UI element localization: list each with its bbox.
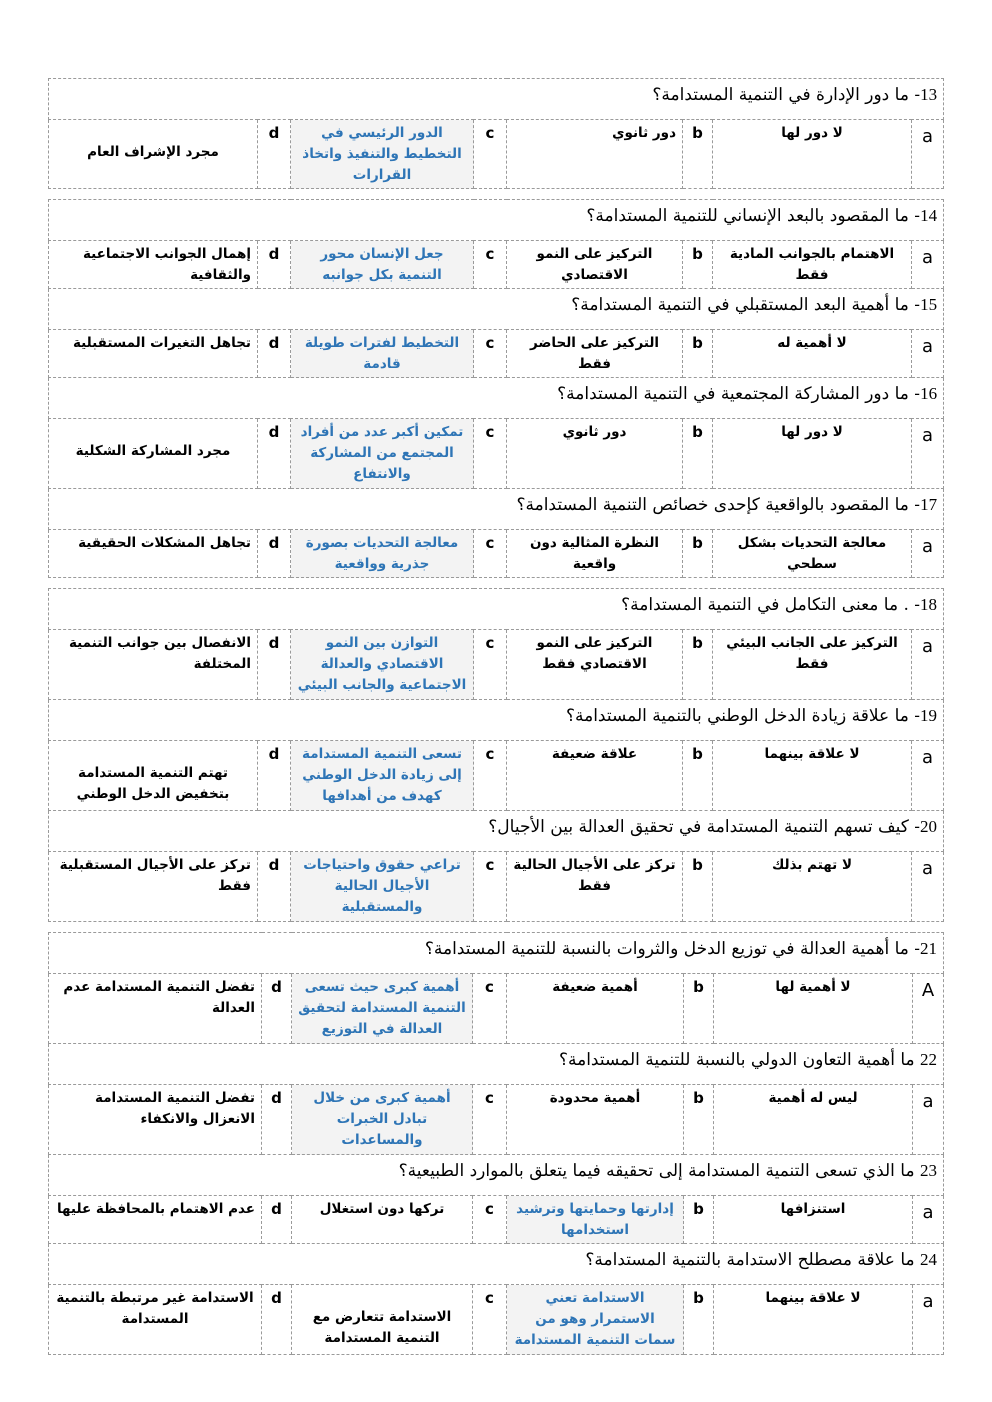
option-b: تركز على الأجيال الحالية فقط (507, 852, 683, 922)
question-text: 20- كيف تسهم التنمية المستدامة في تحقيق العدالة بين الأجيال؟ (49, 811, 944, 852)
question-text: 13- ما دور الإدارة في التنمية المستدامة؟ (49, 79, 944, 120)
option-a: الاهتمام بالجوانب المادية فقط (713, 241, 912, 289)
option-c-correct: الدور الرئيسي في التخطيط والتنفيذ واتخاذ القرارات (291, 120, 474, 189)
question-group: 18- . ما معنى التكامل في التنمية المستدامة؟ الانفصال بين جوانب التنمية المختلفة d التوازن بين النمو الاقتصادي والعدالة الاجتماعية والجانب البيئي c التركيز على النمو الاقتصادي فقط b التركيز على الجانب البيئي فقط a 19- ما علاقة زيادة الدخل الوطني بالتنمية المستدامة؟ تهتم التنمية المستدامة بتخفيض الدخل الوطني d تسعى التنمية المستدامة إلى زيادة الدخل الوطني كهدف من أهدافها c علاقة ضعيفة b لا علاقة بينهما a 20- كيف تسهم التنمية المستدامة في تحقيق العدالة بين الأجيال؟ تركز على الأجيال المستقبلية فقط d تراعي حقوق واحتياجات الأجيال الحالية والمستقبلية c تركز على الأجيال الحالية فقط b لا تهتم بذلك a (48, 588, 944, 922)
option-a: معالجة التحديات بشكل سطحي (713, 530, 912, 578)
question-group: 21- ما أهمية العدالة في توزيع الدخل والثروات بالنسبة للتنمية المستدامة؟ تفضل التنمية المستدامة عدم العدالة d أهمية كبرى حيث تسعى التنمية المستدامة لتحقيق العدالة في التوزيع c أهمية ضعيفة b لا أهمية لها A 22 ما أهمية التعاون الدولي بالنسبة للتنمية المستدامة؟ تفضل التنمية المستدامة الانعزال والانكفاء d أهمية كبرى من خلال تبادل الخبرات والمساعدات c أهمية محدودة b ليس له أهمية a 23 ما الذي تسعى التنمية المستدامة إلى تحقيقه فيما يتعلق بالموارد الطبيعية؟ عدم الاهتمام بالمحافظة عليها d تركها دون استغلال c إدارتها وحمايتها وترشيد استخدامها b استنزافها a 24 ما علاقة مصطلح الاستدامة بالتنمية المستدامة؟ الاستدامة غير مرتبطة بالتنمية المستدامة d الاستدامة تتعارض مع التنمية المستدامة c الاستدامة تعني الاستمرار وهو من سمات التنمية المستدامة b لا علاقة بينهما a (48, 932, 944, 1355)
option-c-correct: التوازن بين النمو الاقتصادي والعدالة الاجتماعية والجانب البيئي (291, 630, 474, 700)
option-a: لا أهمية لها (714, 974, 913, 1044)
option-b-correct: إدارتها وحمايتها وترشيد استخدامها (507, 1196, 684, 1244)
option-b: التركيز على النمو الاقتصادي فقط (507, 630, 683, 700)
option-c-correct: تراعي حقوق واحتياجات الأجيال الحالية والمستقبلية (291, 852, 474, 922)
option-a-label: a (912, 120, 944, 189)
option-b: النظرة المثالية دون واقعية (507, 530, 683, 578)
option-a: لا علاقة بينهما (714, 1285, 913, 1355)
option-d: إهمال الجوانب الاجتماعية والثقافية (49, 241, 258, 289)
option-b: التركيز على الحاضر فقط (507, 330, 683, 378)
option-a: التركيز على الجانب البيئي فقط (713, 630, 912, 700)
option-b-correct: الاستدامة تعني الاستمرار وهو من سمات التنمية المستدامة (507, 1285, 684, 1355)
option-a: لا دور لها (713, 419, 912, 489)
option-b: دور ثانوي (507, 419, 683, 489)
option-b: أهمية محدودة (507, 1085, 684, 1155)
option-d: مجرد المشاركة الشكلية (49, 419, 258, 489)
question-text: 22 ما أهمية التعاون الدولي بالنسبة للتنمية المستدامة؟ (49, 1044, 944, 1085)
option-b: التركيز على النمو الاقتصادي (507, 241, 683, 289)
question-text: 16- ما دور المشاركة المجتمعية في التنمية المستدامة؟ (49, 378, 944, 419)
option-d: الانفصال بين جوانب التنمية المختلفة (49, 630, 258, 700)
question-text: 19- ما علاقة زيادة الدخل الوطني بالتنمية المستدامة؟ (49, 700, 944, 741)
option-a: ليس له أهمية (714, 1085, 913, 1155)
option-c-correct: تسعى التنمية المستدامة إلى زيادة الدخل الوطني كهدف من أهدافها (291, 741, 474, 811)
option-c-correct: أهمية كبرى حيث تسعى التنمية المستدامة لتحقيق العدالة في التوزيع (292, 974, 473, 1044)
option-a: استنزافها (714, 1196, 913, 1244)
question-group: 14- ما المقصود بالبعد الإنساني للتنمية المستدامة؟ إهمال الجوانب الاجتماعية والثقافية d جعل الإنسان محور التنمية بكل جوانبه c التركيز على النمو الاقتصادي b الاهتمام بالجوانب المادية فقط a 15- ما أهمية البعد المستقبلي في التنمية المستدامة؟ تجاهل التغيرات المستقبلية d التخطيط لفترات طويلة قادمة c التركيز على الحاضر فقط b لا أهمية له a 16- ما دور المشاركة المجتمعية في التنمية المستدامة؟ مجرد المشاركة الشكلية d تمكين أكبر عدد من أفراد المجتمع من المشاركة والانتفاع c دور ثانوي b لا دور لها a 17- ما المقصود بالواقعية كإحدى خصائص التنمية المستدامة؟ تجاهل المشكلات الحقيقية d معالجة التحديات بصورة جذرية وواقعية c النظرة المثالية دون واقعية b معالجة التحديات بشكل سطحي a (48, 199, 944, 578)
option-c-correct: أهمية كبرى من خلال تبادل الخبرات والمساعدات (292, 1085, 473, 1155)
option-c-correct: جعل الإنسان محور التنمية بكل جوانبه (291, 241, 474, 289)
option-d: الاستدامة غير مرتبطة بالتنمية المستدامة (49, 1285, 262, 1355)
option-c: تركها دون استغلال (292, 1196, 473, 1244)
option-d: تركز على الأجيال المستقبلية فقط (49, 852, 258, 922)
question-text: 15- ما أهمية البعد المستقبلي في التنمية المستدامة؟ (49, 289, 944, 330)
question-text: 23 ما الذي تسعى التنمية المستدامة إلى تحقيقه فيما يتعلق بالموارد الطبيعية؟ (49, 1155, 944, 1196)
option-b: دور ثانوي (507, 120, 683, 189)
option-b: أهمية ضعيفة (507, 974, 684, 1044)
option-c-correct: التخطيط لفترات طويلة قادمة (291, 330, 474, 378)
option-c-label: c (474, 120, 507, 189)
question-text: 18- . ما معنى التكامل في التنمية المستدامة؟ (49, 589, 944, 630)
question-block (48, 78, 944, 189)
option-d: تهتم التنمية المستدامة بتخفيض الدخل الوطني (49, 741, 258, 811)
option-d: تجاهل المشكلات الحقيقية (49, 530, 258, 578)
option-c: الاستدامة تتعارض مع التنمية المستدامة (292, 1285, 473, 1355)
option-d: تفضل التنمية المستدامة الانعزال والانكفاء (49, 1085, 262, 1155)
option-d-label: d (258, 120, 291, 189)
option-b-label: b (683, 120, 713, 189)
option-a: لا دور لها (713, 120, 912, 189)
option-b: علاقة ضعيفة (507, 741, 683, 811)
question-text: 14- ما المقصود بالبعد الإنساني للتنمية المستدامة؟ (49, 200, 944, 241)
question-text: 17- ما المقصود بالواقعية كإحدى خصائص التنمية المستدامة؟ (49, 489, 944, 530)
option-d: مجرد الإشراف العام (49, 120, 258, 189)
question-text: 24 ما علاقة مصطلح الاستدامة بالتنمية المستدامة؟ (49, 1244, 944, 1285)
option-d: عدم الاهتمام بالمحافظة عليها (49, 1196, 262, 1244)
option-d: تفضل التنمية المستدامة عدم العدالة (49, 974, 262, 1044)
option-a: لا أهمية له (713, 330, 912, 378)
quiz-page (48, 78, 943, 1355)
option-d: تجاهل التغيرات المستقبلية (49, 330, 258, 378)
option-c-correct: تمكين أكبر عدد من أفراد المجتمع من المشاركة والانتفاع (291, 419, 474, 489)
option-a: لا علاقة بينهما (713, 741, 912, 811)
option-a: لا تهتم بذلك (713, 852, 912, 922)
question-text: 21- ما أهمية العدالة في توزيع الدخل والثروات بالنسبة للتنمية المستدامة؟ (49, 933, 944, 974)
option-c-correct: معالجة التحديات بصورة جذرية وواقعية (291, 530, 474, 578)
